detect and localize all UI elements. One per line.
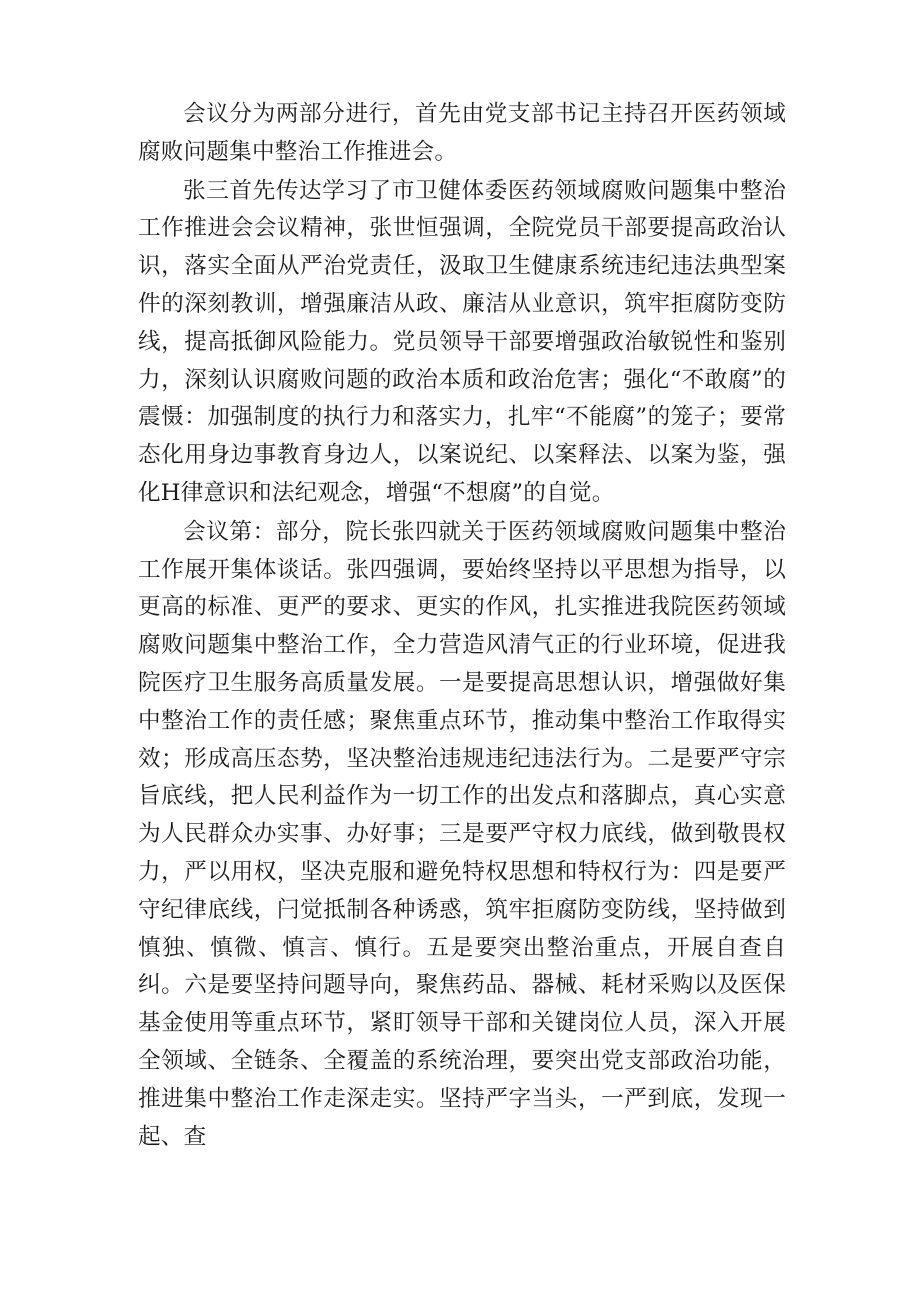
paragraph-zhangsan-remarks: 张三首先传达学习了市卫健体委医药领域腐败问题集中整治工作推进会会议精神，张世恒强调，全院党员干部要提高政治认识，落实全面从严治党责任，汲取卫生健康系统违纪违法典型案件的深刻教训，增强廉洁从政、廉洁从业意识，筑牢拒腐防变防线，提高抵御风险能力。党员领导干部要增强政治敏锐性和鉴别力，深刻认识腐败问题的政治本质和政治危害；强化“不敢腐”的震慑：加强制度的执行力和落实力，扎牢“不能腐”的笼子；要常态化用身边事教育身边人，以案说纪、以案释法、以案为鉴，强化H律意识和法纪观念，增强“不想腐”的自觉。 bbox=[138, 177, 786, 506]
paragraph-meeting-overview: 会议分为两部分进行，首先由党支部书记主持召开医药领域腐败问题集中整治工作推进会。 bbox=[138, 101, 786, 165]
document-body bbox=[138, 96, 786, 1156]
paragraph-zhangsi-talk: 会议第：部分，院长张四就关于医药领域腐败问题集中整治工作展开集体谈话。张四强调，要始终坚持以平思想为指导，以更高的标准、更严的要求、更实的作风，扎实推进我院医药领域腐败问题集中整治工作，全力营造风清气正的行业环境，促进我院医疗卫生服务高质量发展。一是要提高思想认识，增强做好集中整治工作的责任感；聚焦重点环节，推动集中整治工作取得实效；形成高压态势，坚决整治违规违纪违法行为。二是要严守宗旨底线，把人民利益作为一切工作的出发点和落脚点，真心实意为人民群众办实事、办好事；三是要严守权力底线，做到敬畏权力，严以用权，坚决克服和避免特权思想和特权行为：四是要严守纪律底线，闩觉抵制各种诱惑，筑牢拒腐防变防线，坚持做到慎独、慎微、慎言、慎行。五是要突出整治重点，开展自查自纠。六是要坚持问题导向，聚焦药品、器械、耗材采购以及医保基金使用等重点环节，紧盯领导干部和关键岗位人员，深入开展全领域、全链条、全覆盖的系统治理，要突出党支部政治功能，推进集中整治工作走深走实。坚持严字当头，一严到底，发现一起、查 bbox=[138, 518, 786, 1150]
